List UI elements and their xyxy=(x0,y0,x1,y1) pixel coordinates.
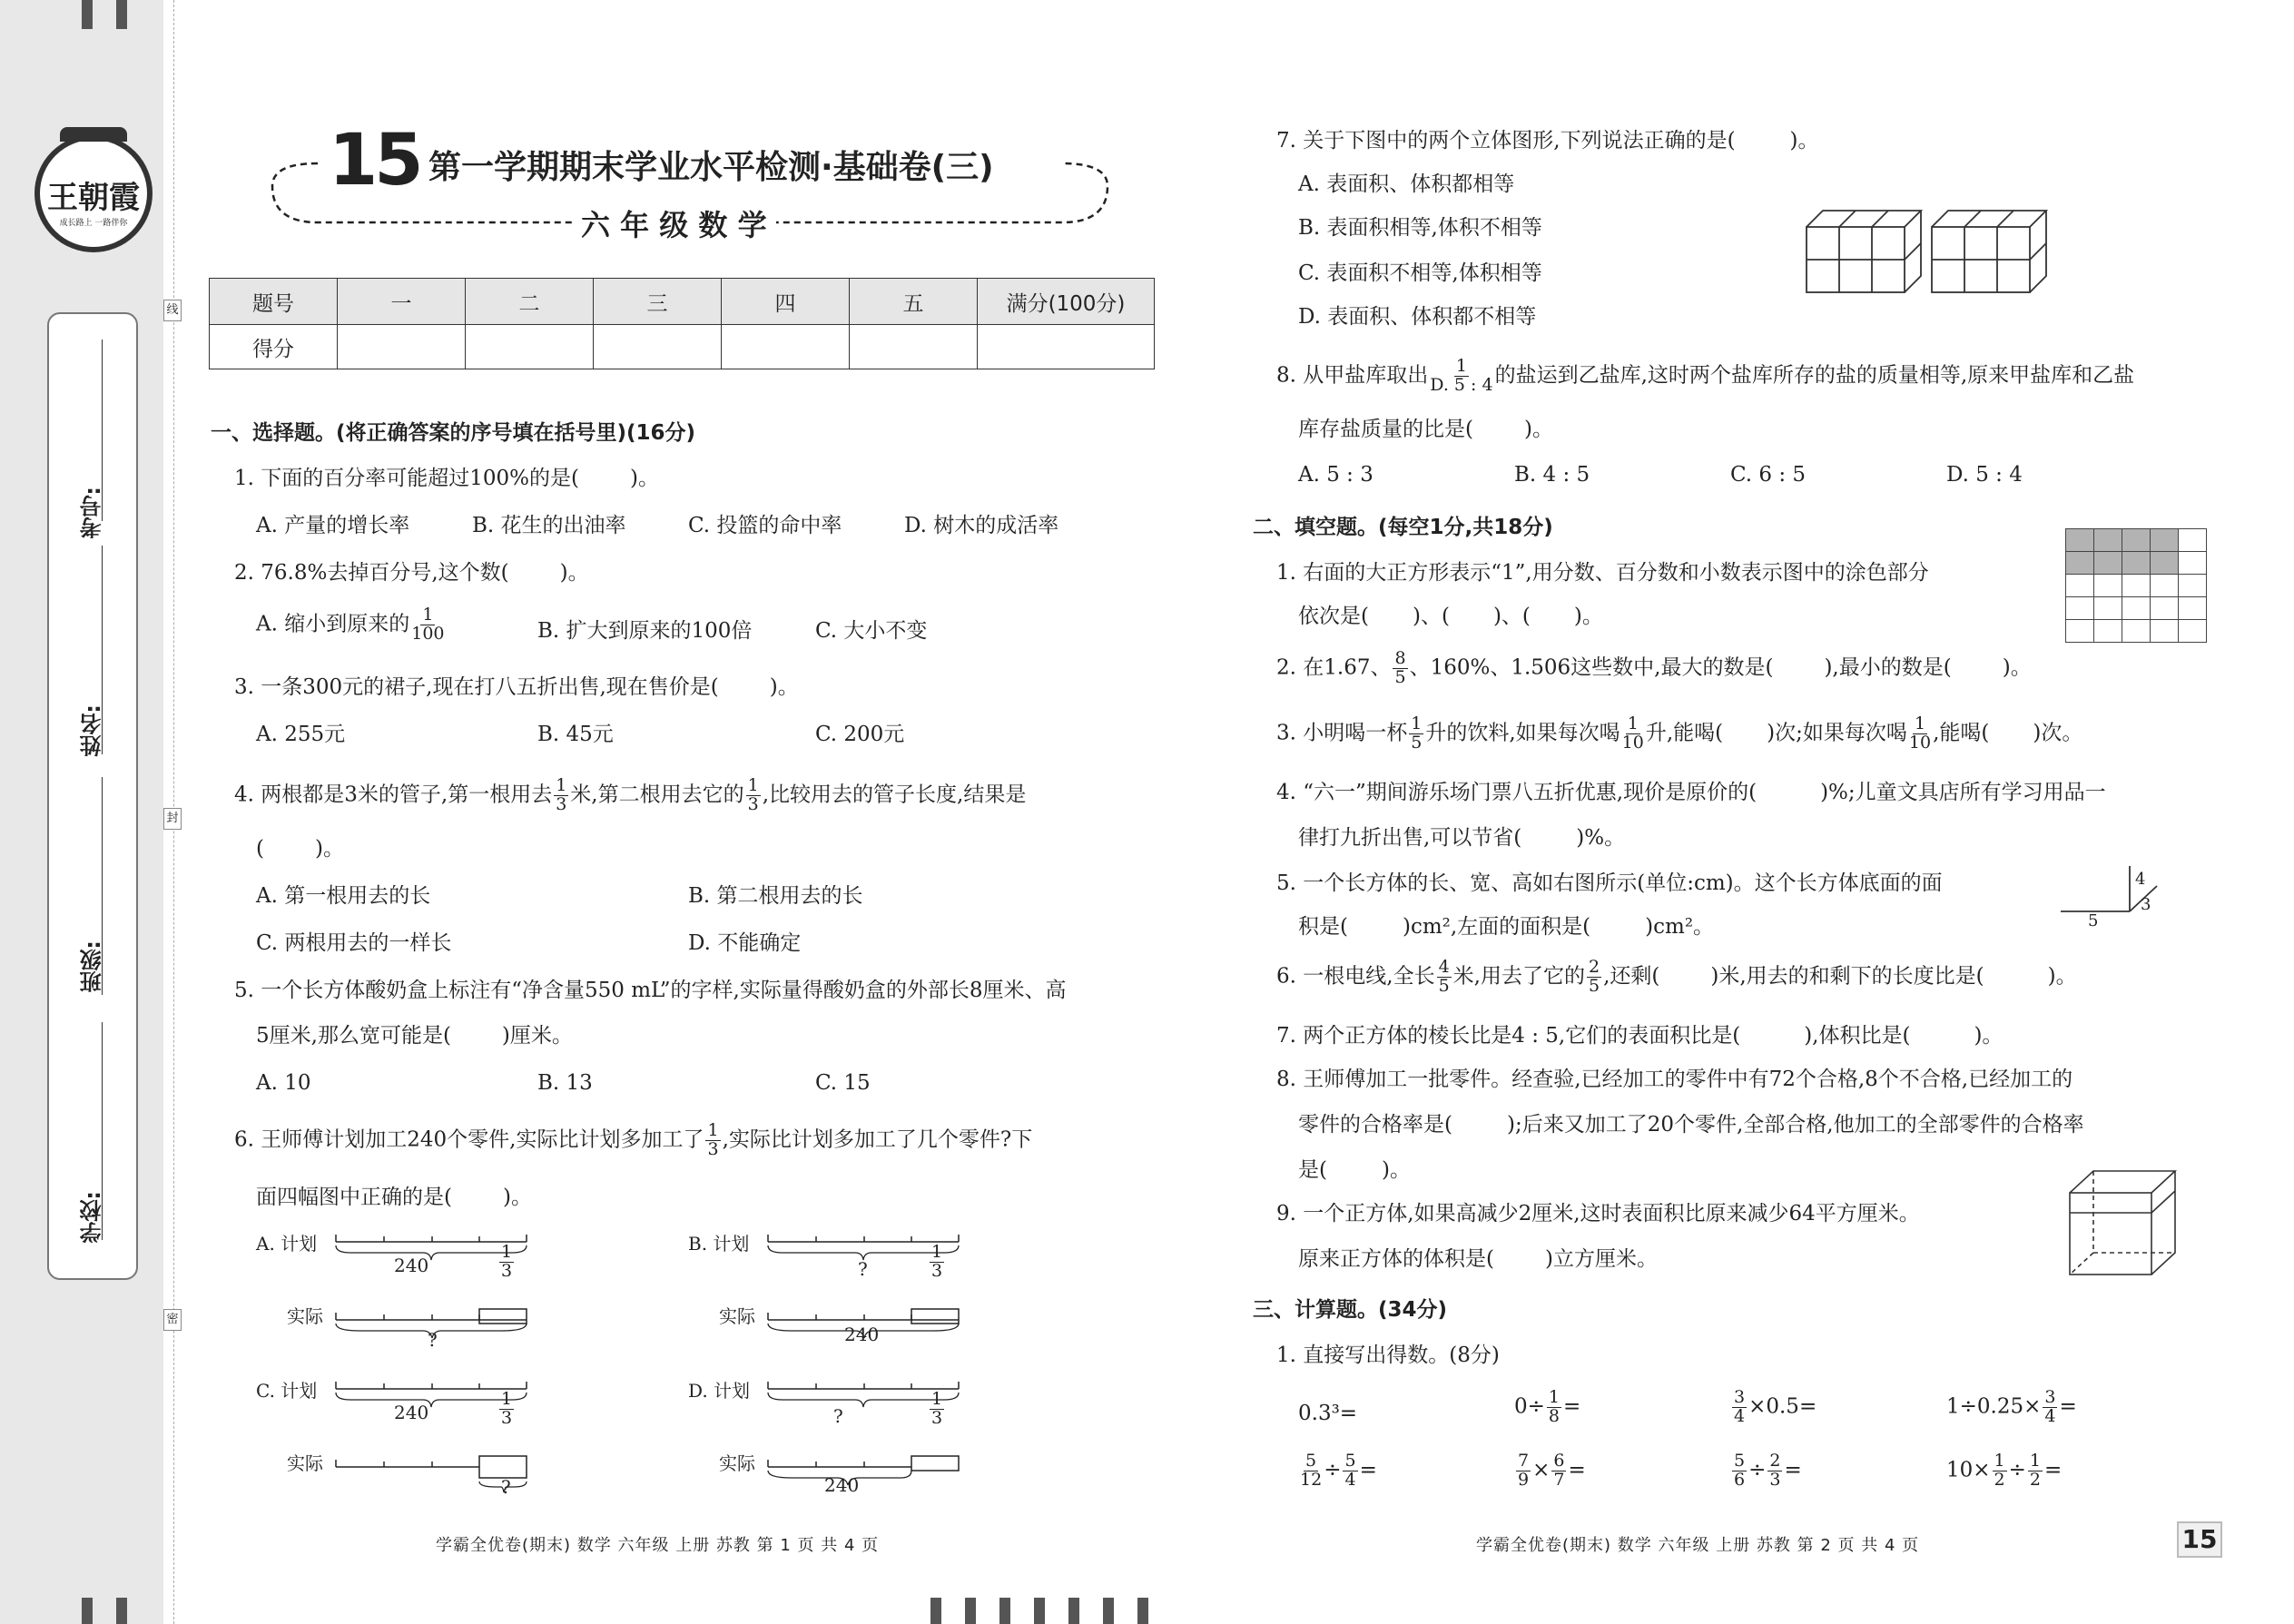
score-cell[interactable] xyxy=(850,325,978,369)
calc-item[interactable]: $\frac{7}{9}$ × $\frac{6}{7}$ = xyxy=(1518,1451,1586,1490)
q1-1-stem: 1. 下面的百分率可能超过100%的是( )。 xyxy=(234,467,659,490)
q1-5-option-a[interactable]: A. 10 xyxy=(256,1071,311,1095)
q2-4-stem-line2: 律打九折出售,可以节省( )%。 xyxy=(1298,826,1626,850)
q2-9-cube-figure xyxy=(2066,1167,2179,1280)
score-header: 一 xyxy=(338,279,466,325)
page-subtitle: 六 年 级 数 学 xyxy=(572,211,776,240)
q1-4-option-d[interactable]: D. 不能确定 xyxy=(688,931,802,955)
page-title: 第一学期期末学业水平检测·基础卷(三) xyxy=(423,152,999,184)
class-label: 班级: xyxy=(80,940,105,993)
calc-item[interactable]: 0.3³= xyxy=(1298,1402,1358,1425)
score-cell[interactable] xyxy=(594,325,722,369)
q1-7-stem: 7. 关于下图中的两个立体图形,下列说法正确的是( )。 xyxy=(1276,129,1819,153)
q1-4-stem-line2: ( )。 xyxy=(256,837,344,861)
q1-1-option-c[interactable]: C. 投篮的命中率 xyxy=(688,514,842,537)
q1-3-stem: 3. 一条300元的裙子,现在打八五折出售,现在售价是( )。 xyxy=(234,675,799,699)
q1-8-stem-line2: 库存盐质量的比是( )。 xyxy=(1298,418,1553,441)
footer-left: 学霸全优卷(期末) 数学 六年级 上册 苏教 第 1 页 共 4 页 xyxy=(436,1536,880,1555)
footer-right: 学霸全优卷(期末) 数学 六年级 上册 苏教 第 2 页 共 4 页 xyxy=(1476,1536,1920,1555)
q1-3-option-b[interactable]: B. 45元 xyxy=(537,723,614,746)
q1-4-option-b[interactable]: B. 第二根用去的长 xyxy=(688,884,863,908)
section-2-heading: 二、填空题。(每空1分,共18分) xyxy=(1253,516,1553,539)
q1-5-option-c[interactable]: C. 15 xyxy=(815,1071,871,1095)
page-number-badge: 15 xyxy=(2177,1521,2222,1558)
q2-5-dim: 4 xyxy=(2135,870,2146,889)
q2-2-stem: 2. 在1.67、 $\frac{8}{5}$ 、160%、1.506这些数中,最大的数是( ),最小的数是( )。 xyxy=(1276,648,2032,687)
q1-5-stem: 5. 一个长方体酸奶盒上标注有“净含量550 mL”的字样,实际量得酸奶盒的外部长8厘米、高 xyxy=(234,979,1067,1002)
q1-8-stem: 8. 从甲盐库取出 $\frac{1}{D. 5 : 4}$ 的盐运到乙盐库,这时两个盐库所存的盐的质量相等,原来甲盐库和乙盐 xyxy=(1276,356,2135,395)
q1-3-option-a[interactable]: A. 255元 xyxy=(256,723,346,746)
q1-7-option-d[interactable]: D. 表面积、体积都不相等 xyxy=(1298,305,1537,329)
crown-icon xyxy=(60,127,127,142)
q1-7-option-a[interactable]: A. 表面积、体积都相等 xyxy=(1298,172,1515,196)
seal-mark: 线 xyxy=(163,300,182,321)
q1-2-option-c[interactable]: C. 大小不变 xyxy=(815,619,928,643)
print-mark xyxy=(82,0,93,29)
score-row-label: 得分 xyxy=(210,325,338,369)
calc-item[interactable]: 0÷ $\frac{1}{8}$ = xyxy=(1514,1387,1581,1426)
seal-mark: 封 xyxy=(163,808,182,830)
q2-9-stem: 9. 一个正方体,如果高减少2厘米,这时表面积比原来减少64平方厘米。 xyxy=(1276,1202,1920,1225)
q2-1-grid-figure xyxy=(2065,528,2207,643)
q2-4-stem: 4. “六一”期间游乐场门票八五折优惠,现价是原价的( )%;儿童文具店所有学习用品一 xyxy=(1276,781,2106,804)
paper-number: 15 xyxy=(323,125,426,196)
q2-5-stem: 5. 一个长方体的长、宽、高如右图所示(单位:cm)。这个长方体底面的面 xyxy=(1276,871,1943,895)
print-mark xyxy=(116,0,127,29)
q1-1-option-b[interactable]: B. 花生的出油率 xyxy=(472,514,626,537)
q2-5-cuboid-figure xyxy=(2055,857,2164,930)
section-1-heading: 一、选择题。(将正确答案的序号填在括号里)(16分) xyxy=(211,421,696,445)
q1-5-stem-line2: 5厘米,那么宽可能是( )厘米。 xyxy=(256,1024,573,1048)
q1-8-option-b[interactable]: B. 4 : 5 xyxy=(1514,463,1590,487)
q1-6-stem-line2: 面四幅图中正确的是( )。 xyxy=(256,1186,532,1209)
q1-3-option-c[interactable]: C. 200元 xyxy=(815,723,905,746)
score-header: 题号 xyxy=(210,279,338,325)
q2-8-stem-line3: 是( )。 xyxy=(1298,1158,1411,1182)
calc-item[interactable]: $\frac{5}{12}$ ÷ $\frac{5}{4}$ = xyxy=(1300,1451,1377,1490)
q2-7-stem: 7. 两个正方体的棱长比是4 : 5,它们的表面积比是( ),体积比是( )。 xyxy=(1276,1024,2004,1048)
logo-slogan: 成长路上 一路伴你 xyxy=(59,219,128,228)
q1-2-option-a[interactable]: A. 缩小到原来的 $\frac{1}{100}$ xyxy=(256,605,445,644)
student-info-box xyxy=(47,312,138,1280)
score-table xyxy=(209,278,1155,369)
q2-5-dim: 3 xyxy=(2141,895,2151,914)
brand-logo xyxy=(34,134,153,252)
q2-5-dim: 5 xyxy=(2088,911,2099,930)
q1-7-option-c[interactable]: C. 表面积不相等,体积相等 xyxy=(1298,261,1542,285)
q2-8-stem-line2: 零件的合格率是( );后来又加工了20个零件,全部合格,他加工的全部零件的合格率 xyxy=(1298,1113,2084,1137)
q1-8-option-a[interactable]: A. 5 : 3 xyxy=(1298,463,1373,487)
q2-8-stem: 8. 王师傅加工一批零件。经查验,已经加工的零件中有72个合格,8个不合格,已经加工的 xyxy=(1276,1068,2073,1091)
score-header: 三 xyxy=(594,279,722,325)
q1-2-stem: 2. 76.8%去掉百分号,这个数( )。 xyxy=(234,561,589,585)
q3-1-stem: 1. 直接写出得数。(8分) xyxy=(1276,1343,1500,1367)
q1-1-option-a[interactable]: A. 产量的增长率 xyxy=(256,514,410,537)
q2-1-stem-line2: 依次是( )、( )、( )。 xyxy=(1298,605,1603,628)
exam-no-label: 考号: xyxy=(80,487,105,539)
logo-text: 王朝霞 xyxy=(47,180,140,216)
q1-6-stem: 6. 王师傅计划加工240个零件,实际比计划多加工了 $\frac{1}{3}$ ,实际比计划多加工了几个零件?下 xyxy=(234,1120,1033,1159)
q1-4-option-c[interactable]: C. 两根用去的一样长 xyxy=(256,931,452,955)
name-label: 姓名: xyxy=(80,704,105,757)
q1-1-option-d[interactable]: D. 树木的成活率 xyxy=(904,514,1059,537)
seal-mark: 密 xyxy=(163,1309,182,1331)
calc-item[interactable]: $\frac{5}{6}$ ÷ $\frac{2}{3}$ = xyxy=(1734,1451,1802,1490)
score-cell[interactable] xyxy=(722,325,850,369)
calc-item[interactable]: 1÷0.25× $\frac{3}{4}$ = xyxy=(1946,1387,2077,1426)
q2-6-stem: 6. 一根电线,全长 $\frac{4}{5}$ 米,用去了它的 $\frac{2}{5}$ ,还剩( )米,用去的和剩下的长度比是( )。 xyxy=(1276,957,2077,996)
q1-8-option-d[interactable]: D. 5 : 4 xyxy=(1946,463,2023,487)
score-header: 四 xyxy=(722,279,850,325)
q1-7-option-b[interactable]: B. 表面积相等,体积不相等 xyxy=(1298,216,1542,240)
calc-item[interactable]: 10× $\frac{1}{2}$ ÷ $\frac{1}{2}$ = xyxy=(1946,1451,2063,1490)
calc-item[interactable]: $\frac{3}{4}$ ×0.5= xyxy=(1734,1387,1817,1426)
score-cell[interactable] xyxy=(338,325,466,369)
q1-8-option-c[interactable]: C. 6 : 5 xyxy=(1730,463,1807,487)
school-label: 学校: xyxy=(80,1191,105,1244)
q1-4-stem: 4. 两根都是3米的管子,第一根用去 $\frac{1}{3}$ 米,第二根用去它的 $\frac{1}{3}$ ,比较用去的管子长度,结果是 xyxy=(234,775,1027,814)
print-mark xyxy=(116,1598,127,1624)
q2-1-stem: 1. 右面的大正方形表示“1”,用分数、百分数和小数表示图中的涂色部分 xyxy=(1276,561,1929,585)
q2-5-stem-line2: 积是( )cm²,左面的面积是( )cm²。 xyxy=(1298,915,1715,939)
q1-4-option-a[interactable]: A. 第一根用去的长 xyxy=(256,884,431,908)
q1-2-option-b[interactable]: B. 扩大到原来的100倍 xyxy=(537,619,753,643)
q2-3-stem: 3. 小明喝一杯 $\frac{1}{5}$ 升的饮料,如果每次喝 $\frac{1}{10}$ 升,能喝( )次;如果每次喝 $\frac{1}{10}$ ,能喝( )次。 xyxy=(1276,714,2083,753)
score-header: 二 xyxy=(466,279,594,325)
q1-5-option-b[interactable]: B. 13 xyxy=(537,1071,593,1095)
q1-7-cube-figures xyxy=(1805,207,2059,298)
score-cell[interactable] xyxy=(978,325,1155,369)
score-header: 五 xyxy=(850,279,978,325)
print-mark xyxy=(82,1598,93,1624)
score-header: 满分(100分) xyxy=(978,279,1155,325)
score-cell[interactable] xyxy=(466,325,594,369)
section-3-heading: 三、计算题。(34分) xyxy=(1253,1298,1448,1322)
q2-9-stem-line2: 原来正方体的体积是( )立方厘米。 xyxy=(1298,1247,1658,1271)
